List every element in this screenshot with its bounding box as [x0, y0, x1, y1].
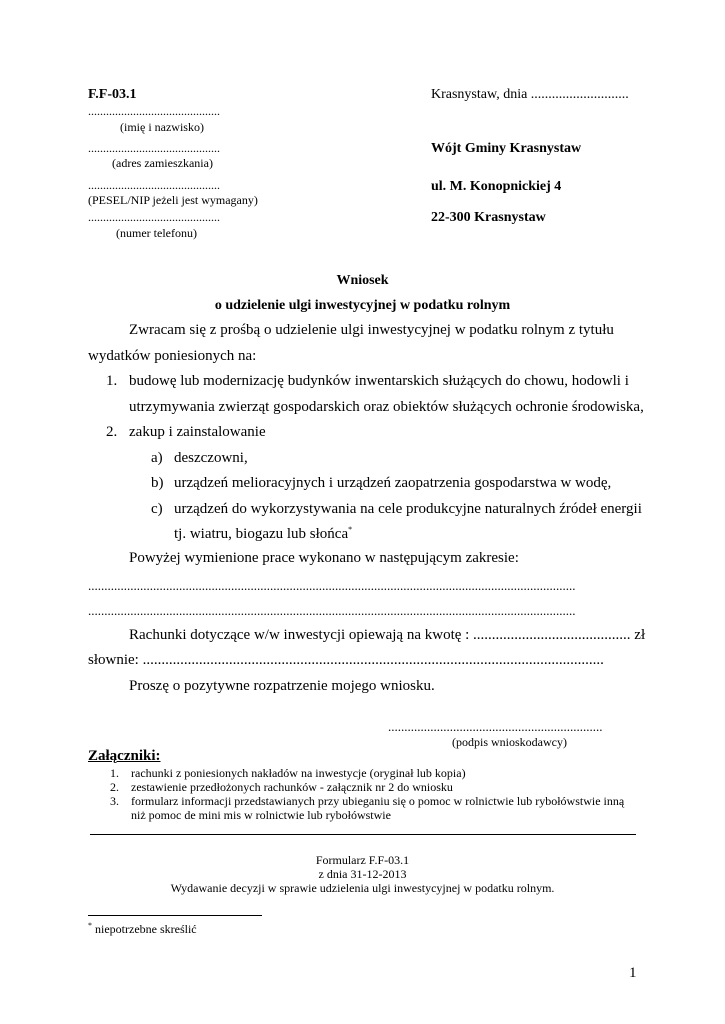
sub-a-text: deszczowni, — [174, 450, 248, 466]
form-code: F.F-03.1 — [88, 87, 137, 102]
sub-b-label: b) — [151, 475, 164, 491]
scope-text: Powyżej wymienione prace wykonano w następującym zakresie: — [129, 550, 519, 566]
attachment-3-number: 3. — [110, 794, 119, 808]
recipient-street: ul. M. Konopnickiej 4 — [431, 179, 562, 194]
item-1-number: 1. — [106, 373, 118, 389]
attachment-2-text: zestawienie przedłożonych rachunków - załącznik nr 2 do wniosku — [131, 780, 453, 794]
item-1-line-1: budowę lub modernizację budynków inwentarskich służących do chowu, hodowli i — [129, 373, 629, 389]
recipient-city: 22-300 Krasnystaw — [431, 210, 546, 225]
sub-a-label: a) — [151, 450, 163, 466]
pesel-label: (PESEL/NIP jeżeli jest wymagany) — [88, 193, 258, 207]
footnote-marker: * — [88, 921, 92, 930]
intro-line-2: wydatków poniesionych na: — [88, 348, 257, 364]
item-2-text: zakup i zainstalowanie — [129, 424, 266, 440]
request-text: Proszę o pozytywne rozpatrzenie mojego wniosku. — [129, 678, 435, 694]
name-dots: ............................................ — [88, 104, 220, 118]
footnote — [88, 922, 197, 937]
document-subtitle: o udzielenie ulgi inwestycyjnej w podatku rolnym — [214, 298, 511, 313]
item-2-number: 2. — [106, 424, 118, 440]
address-dots: ............................................ — [88, 141, 220, 155]
document-title: Wniosek — [336, 273, 389, 288]
footnote-divider — [88, 915, 262, 916]
sub-c-line-2 — [174, 526, 352, 543]
phone-label: (numer telefonu) — [116, 226, 197, 240]
name-label: (imię i nazwisko) — [120, 120, 204, 134]
footnote-text: niepotrzebne skreślić — [92, 922, 197, 936]
attachment-1-text: rachunki z poniesionych nakładów na inwestycje (oryginał lub kopia) — [131, 766, 466, 780]
amount-in-words: słownie: ........................................................................................................................... — [88, 652, 604, 668]
attachment-3-continuation: niż pomoc de mini mis w rolnictwie lub rybołówstwie — [131, 808, 391, 822]
sub-c-line-2-text: tj. wiatru, biogazu lub słońca — [174, 526, 349, 542]
sub-c-label: c) — [151, 501, 163, 517]
attachment-3-text: formularz informacji przedstawianych przy ubieganiu się o pomoc w rolnictwie lub rybołówstwie inną — [131, 794, 625, 808]
footer-description: Wydawanie decyzji w sprawie udzielenia ulgi inwestycyjnej w podatku rolnym. — [170, 881, 555, 895]
page-number: 1 — [629, 965, 637, 981]
invoices-amount: Rachunki dotyczące w/w inwestycji opiewają na kwotę : .......................................... zł — [129, 627, 646, 643]
address-label: (adres zamieszkania) — [112, 156, 213, 170]
recipient-name: Wójt Gminy Krasnystaw — [431, 141, 582, 156]
attachment-2-number: 2. — [110, 780, 119, 794]
footer-date: z dnia 31-12-2013 — [318, 867, 407, 881]
footer-form-name: Formularz F.F-03.1 — [315, 853, 410, 867]
pesel-dots: ............................................ — [88, 178, 220, 192]
phone-dots: ............................................ — [88, 210, 220, 224]
footer-divider — [90, 834, 636, 835]
attachment-1-number: 1. — [110, 766, 119, 780]
sub-c-line-1: urządzeń do wykorzystywania na cele produkcyjne naturalnych źródeł energii — [174, 501, 642, 517]
place-date: Krasnystaw, dnia ............................ — [431, 87, 629, 102]
scope-dots-1: ...................................................................................................................................................... — [88, 578, 576, 593]
signature-dots: .................................................................. — [388, 719, 603, 734]
footnote-ref: * — [348, 525, 353, 534]
sub-b-text: urządzeń melioracyjnych i urządzeń zaopatrzenia gospodarstwa w wodę, — [174, 475, 612, 491]
scope-dots-2: ...................................................................................................................................................... — [88, 603, 576, 618]
signature-label: (podpis wnioskodawcy) — [452, 735, 567, 749]
intro-line-1: Zwracam się z prośbą o udzielenie ulgi inwestycyjnej w podatku rolnym z tytułu — [129, 322, 614, 338]
item-1-line-2: utrzymywania zwierząt gospodarskich oraz obiektów służących ochronie środowiska, — [129, 399, 644, 415]
attachments-heading: Załączniki: — [88, 748, 161, 764]
